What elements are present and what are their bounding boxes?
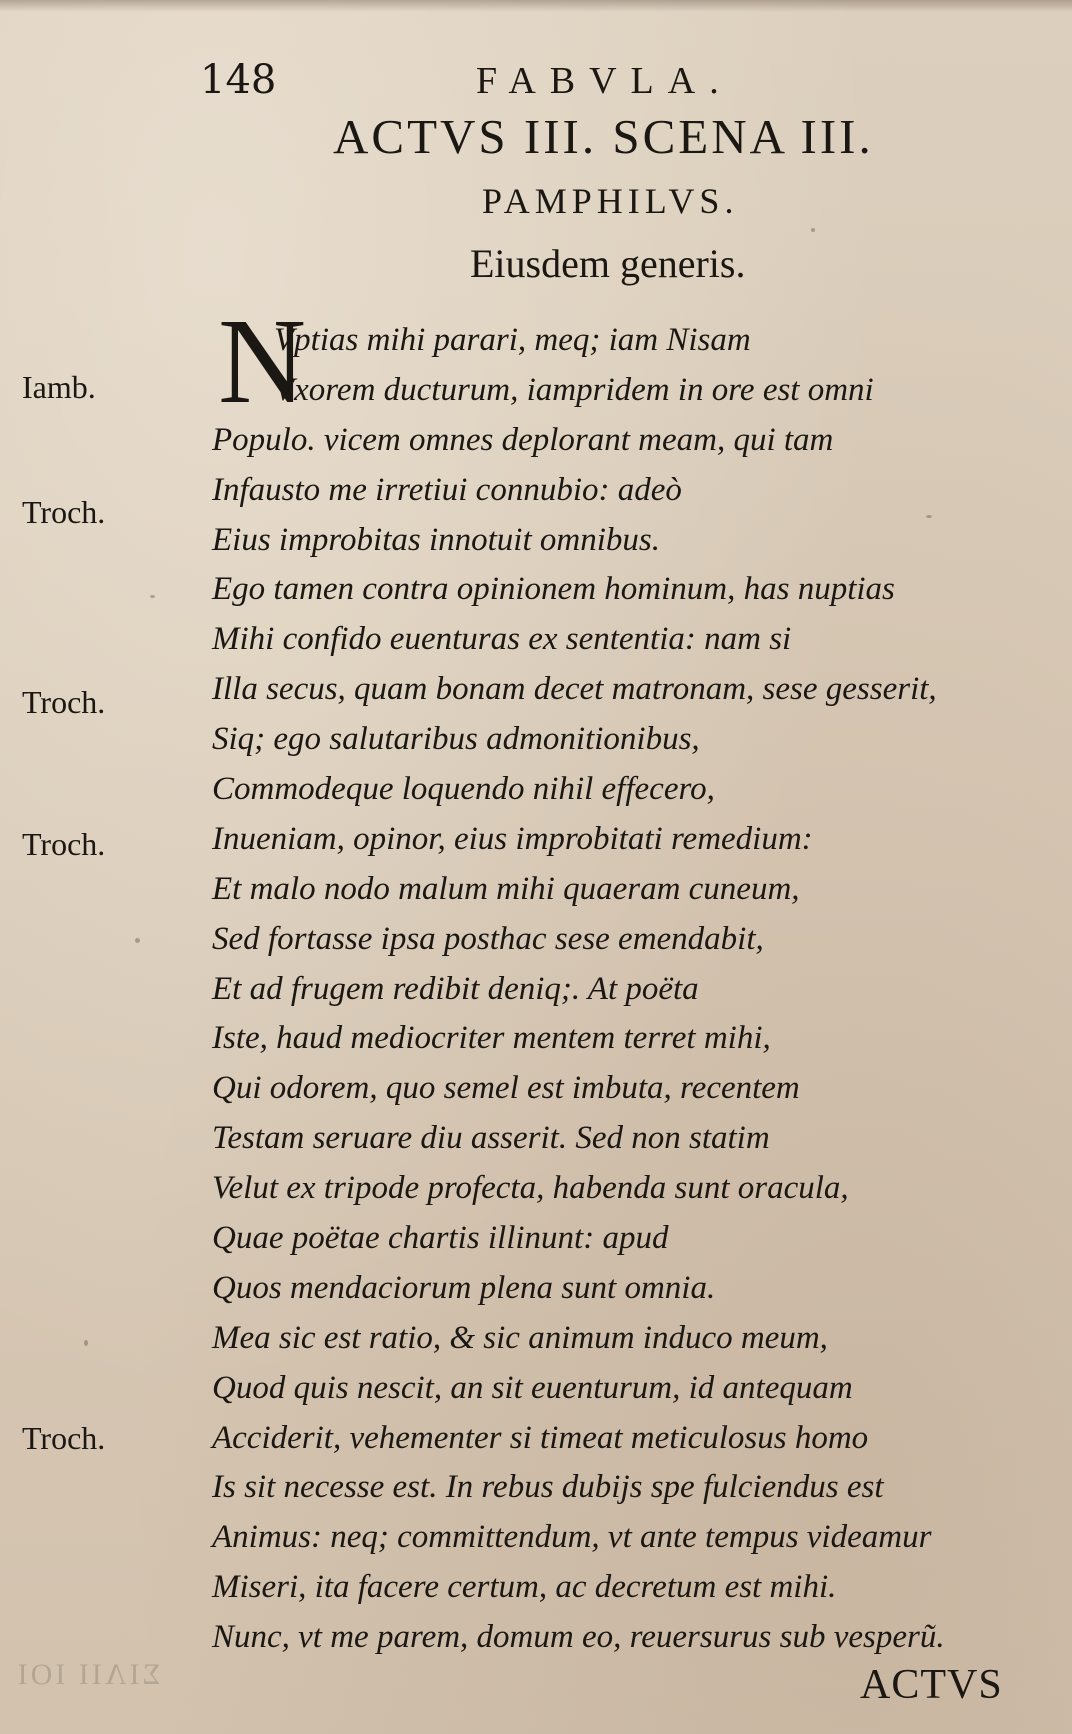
margin-note-meter: Troch. bbox=[22, 1420, 106, 1456]
verse-line: Illa secus, quam bonam decet matronam, sese gesserit, bbox=[212, 671, 937, 708]
speaker-name: PAMPHILVS. bbox=[482, 181, 739, 221]
verse-line: Et malo nodo malum mihi quaeram cuneum, bbox=[212, 870, 800, 907]
act-scene-heading: ACTVS III. SCENA III. bbox=[333, 109, 874, 164]
verse-line: Et ad frugem redibit deniq;. At poëta bbox=[212, 970, 699, 1007]
drop-cap-initial: N bbox=[218, 294, 307, 429]
verse-text bbox=[212, 294, 945, 1663]
ink-speck bbox=[135, 938, 140, 943]
page-number: 148 bbox=[200, 57, 277, 103]
verse-line: Vptias mihi parari, meq; iam Nisam bbox=[274, 322, 751, 358]
page-top-shadow bbox=[0, 0, 1072, 12]
verse-line: Eius improbitas innotuit omnibus. bbox=[212, 521, 660, 558]
ink-speck bbox=[926, 515, 932, 518]
verse-line: Commodeque loquendo nihil effecero, bbox=[212, 771, 715, 808]
margin-note-meter: Troch. bbox=[22, 826, 106, 862]
verse-line: Animus: neq; committendum, vt ante tempus videamur bbox=[212, 1519, 932, 1556]
verse-line: Infausto me irretiui connubio: adeò bbox=[212, 471, 682, 508]
catchword: ACTVS bbox=[860, 1662, 1003, 1708]
margin-note-meter: Troch. bbox=[22, 684, 106, 720]
verse-line: Sed fortasse ipsa posthac sese emendabit, bbox=[212, 920, 764, 957]
verse-line: Mea sic est ratio, & sic animum induco meum, bbox=[212, 1319, 828, 1356]
verse-line: Is sit necesse est. In rebus dubijs spe fulciendus est bbox=[212, 1469, 884, 1506]
verse-line: Vxorem ducturum, iampridem in ore est omni bbox=[274, 371, 874, 408]
verse-line: Acciderit, vehementer si timeat meticulosus homo bbox=[212, 1419, 869, 1456]
ink-speck bbox=[150, 595, 155, 598]
verse-line: Inueniam, opinor, eius improbitati remedium: bbox=[212, 820, 813, 857]
verse-line: Quos mendaciorum plena sunt omnia. bbox=[212, 1269, 716, 1306]
verse-line: Nunc, vt me parem, domum eo, reuersurus sub vesperũ. bbox=[212, 1619, 945, 1656]
verse-line: Populo. vicem omnes deplorant meam, qui tam bbox=[212, 421, 834, 458]
verse-line: Mihi confido euenturas ex sententia: nam si bbox=[212, 621, 792, 658]
ink-speck bbox=[84, 1340, 88, 1346]
verse-line: Velut ex tripode profecta, habenda sunt oracula, bbox=[212, 1170, 849, 1207]
verse-line: Quod quis nescit, an sit euenturum, id antequam bbox=[212, 1369, 853, 1406]
verse-line: Qui odorem, quo semel est imbuta, recentem bbox=[212, 1070, 800, 1107]
verse-line: Iste, haud mediocriter mentem terret mihi, bbox=[212, 1020, 771, 1057]
margin-note-meter: Troch. bbox=[22, 494, 106, 530]
ink-speck bbox=[811, 228, 815, 232]
margin-note-meter: Iamb. bbox=[22, 369, 96, 405]
verse-line: Siq; ego salutaribus admonitionibus, bbox=[212, 721, 700, 758]
verse-line: Quae poëtae chartis illinunt: apud bbox=[212, 1220, 669, 1257]
running-title: FABVLA. bbox=[476, 60, 733, 102]
verse-line: Miseri, ita facere certum, ac decretum est mihi. bbox=[212, 1569, 837, 1606]
verse-line: Ego tamen contra opinionem hominum, has nuptias bbox=[212, 571, 895, 608]
meter-note: Eiusdem generis. bbox=[470, 241, 746, 286]
verse-line: Testam seruare diu asserit. Sed non statim bbox=[212, 1120, 770, 1157]
bleed-through-text: ΣΙΛΙΙ ΙΟΙ bbox=[14, 1658, 160, 1691]
